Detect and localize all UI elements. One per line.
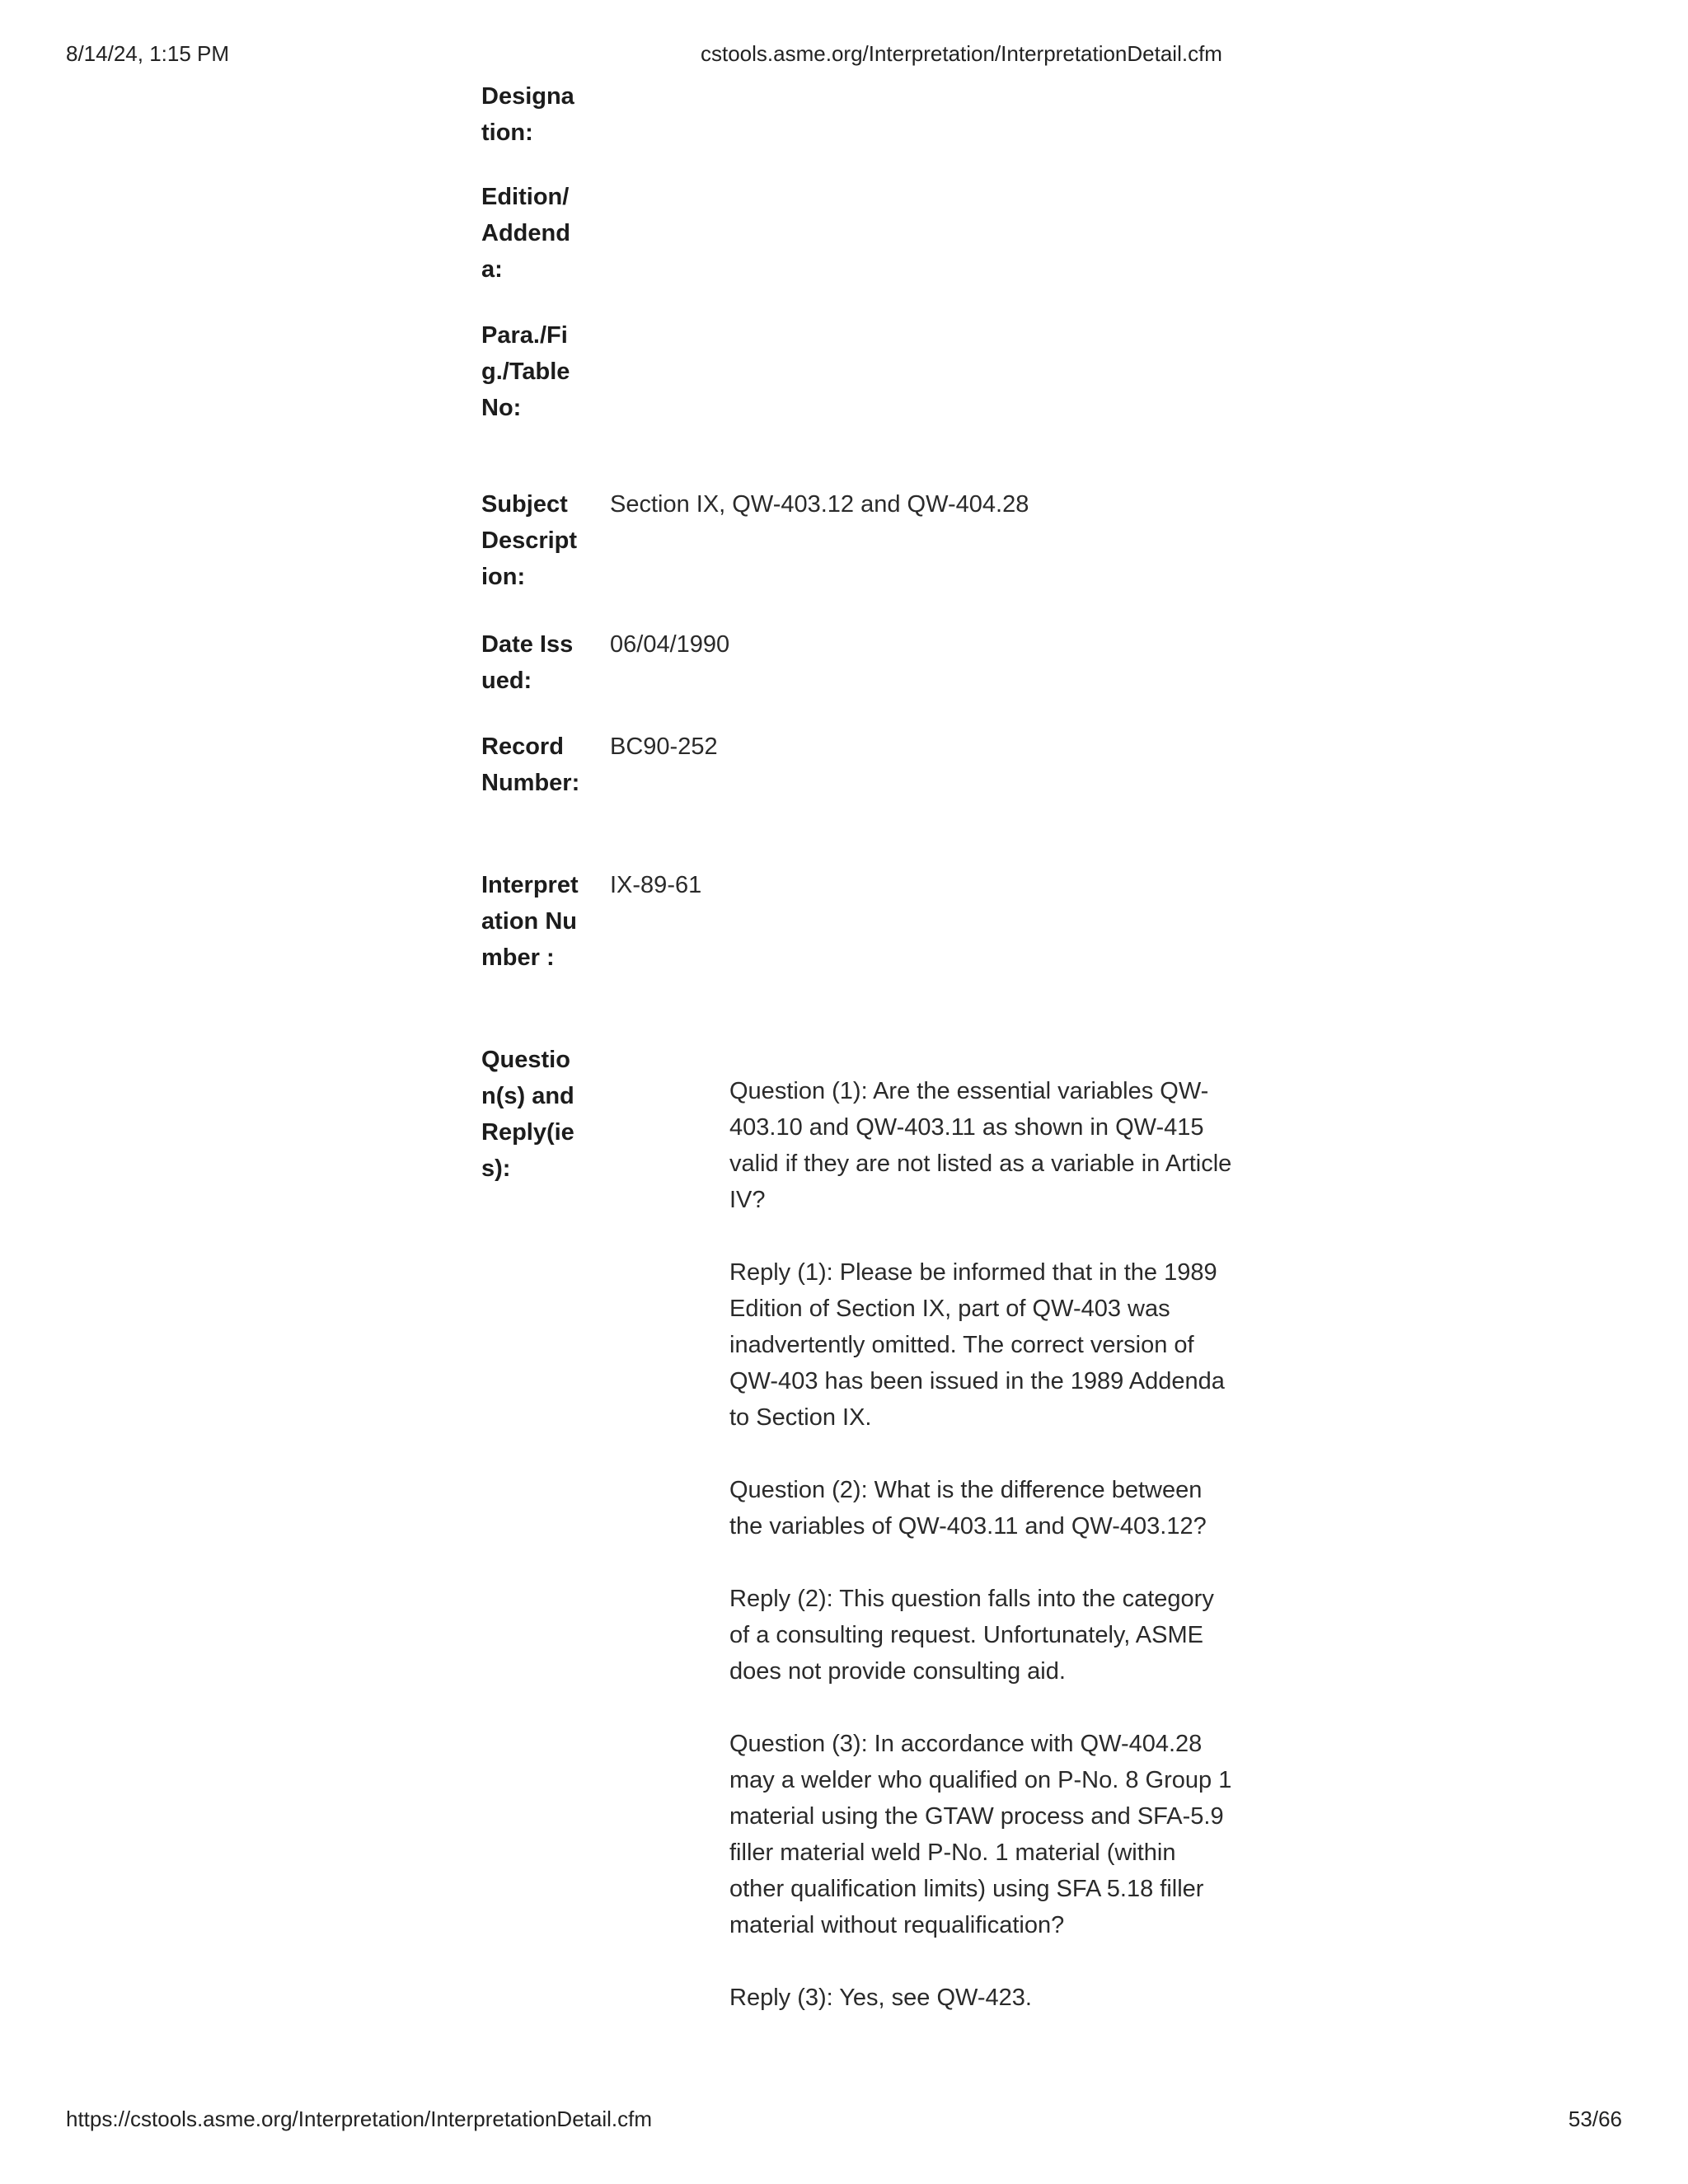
interpretation-number-label: Interpretation Number : [481, 872, 579, 971]
interpretation-number-value: IX-89-61 [610, 872, 702, 898]
date-issued-value: 06/04/1990 [610, 631, 730, 658]
question-2: Question (2): What is the difference between the variables of QW-403.11 and QW-403.12? [729, 1477, 1207, 1540]
designation-label: Designation: [481, 83, 574, 146]
subject-description-label: Subject Description: [481, 491, 578, 590]
print-datetime: 8/14/24, 1:15 PM [66, 41, 230, 66]
question-1: Question (1): Are the essential variables QW-403.10 and QW-403.11 as shown in QW-415 valid if they are not listed as a variable in Article IV? [729, 1078, 1232, 1213]
print-footer-url: https://cstools.asme.org/Interpretation/InterpretationDetail.cfm [66, 2107, 653, 2131]
subject-description-value: Section IX, QW-403.12 and QW-404.28 [610, 491, 1029, 518]
para-fig-table-label: Para./Fig./Table No: [481, 322, 570, 421]
reply-2: Reply (2): This question falls into the category of a consulting request. Unfortunately, ASME does not provide consulting aid. [729, 1586, 1214, 1685]
print-header-url: cstools.asme.org/Interpretation/InterpretationDetail.cfm [701, 41, 1222, 66]
edition-label: Edition/Addenda: [481, 184, 570, 283]
question-3: Question (3): In accordance with QW-404.28 may a welder who qualified on P-No. 8 Group 1 material using the GTAW process and SFA-5.9 filler material weld P-No. 1 material (within other qualification limits) using SFA 5.18 filler material without requalification? [729, 1731, 1232, 1938]
record-number-label: Record Number: [481, 733, 580, 796]
page-number: 53/66 [1568, 2107, 1622, 2131]
questions-replies-label: Question(s) and Reply(ies): [481, 1047, 574, 1182]
print-header [0, 41, 1688, 69]
print-footer [0, 2107, 1688, 2135]
reply-1: Reply (1): Please be informed that in the 1989 Edition of Section IX, part of QW-403 was inadvertently omitted. The correct version of QW-403 has been issued in the 1989 Addenda to Section IX. [729, 1259, 1225, 1431]
date-issued-label: Date Issued: [481, 631, 574, 694]
questions-replies-body [729, 1073, 1232, 2052]
reply-3: Reply (3): Yes, see QW-423. [729, 1985, 1032, 2011]
record-number-value: BC90-252 [610, 733, 718, 760]
